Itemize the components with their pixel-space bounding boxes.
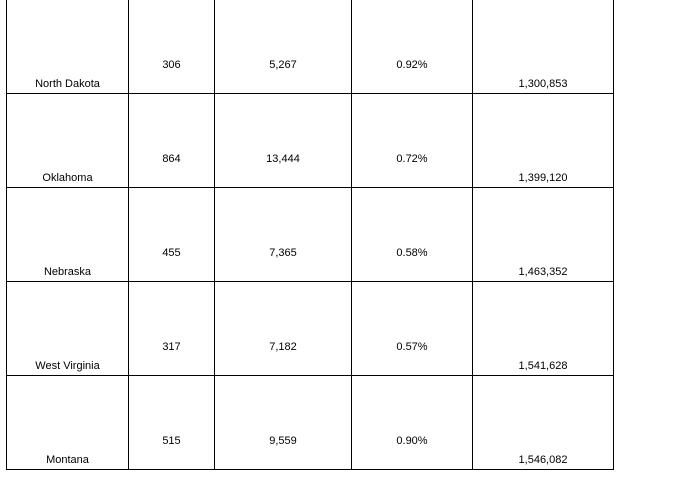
total-cell[interactable] [215, 282, 352, 376]
state-cell[interactable] [7, 94, 129, 188]
state-cell[interactable] [7, 282, 129, 376]
count-cell[interactable] [129, 0, 215, 94]
total-cell[interactable] [215, 188, 352, 282]
count-cell[interactable] [129, 188, 215, 282]
state-name: Oklahoma [42, 172, 93, 184]
state-data-table [6, 0, 614, 470]
percent-value: 0.92% [396, 59, 428, 71]
total-cell[interactable] [215, 376, 352, 470]
population-cell[interactable] [473, 0, 614, 94]
population-cell[interactable] [473, 188, 614, 282]
percent-cell[interactable] [352, 188, 473, 282]
population-value: 1,463,352 [518, 266, 568, 278]
table-row [7, 0, 614, 94]
count-cell[interactable] [129, 282, 215, 376]
total-value: 5,267 [269, 59, 297, 71]
state-name: Montana [46, 454, 89, 466]
state-cell[interactable] [7, 376, 129, 470]
count-value: 515 [162, 435, 181, 447]
count-cell[interactable] [129, 376, 215, 470]
count-cell[interactable] [129, 94, 215, 188]
table-row [7, 376, 614, 470]
table-row [7, 94, 614, 188]
table-row [7, 282, 614, 376]
total-cell[interactable] [215, 0, 352, 94]
percent-cell[interactable] [352, 376, 473, 470]
total-value: 7,182 [269, 341, 297, 353]
table-row [7, 188, 614, 282]
state-cell[interactable] [7, 0, 129, 94]
count-value: 864 [162, 153, 181, 165]
state-cell[interactable] [7, 188, 129, 282]
percent-value: 0.90% [396, 435, 428, 447]
count-value: 306 [162, 59, 181, 71]
total-value: 9,559 [269, 435, 297, 447]
percent-value: 0.72% [396, 153, 428, 165]
state-name: North Dakota [35, 78, 100, 90]
total-value: 13,444 [266, 153, 300, 165]
population-value: 1,300,853 [518, 78, 568, 90]
population-cell[interactable] [473, 376, 614, 470]
spreadsheet-grid [6, 0, 613, 472]
population-value: 1,399,120 [518, 172, 568, 184]
percent-cell[interactable] [352, 0, 473, 94]
state-name: Nebraska [43, 266, 92, 278]
total-value: 7,365 [269, 247, 297, 259]
percent-value: 0.57% [396, 341, 428, 353]
count-value: 455 [162, 247, 181, 259]
total-cell[interactable] [215, 94, 352, 188]
population-cell[interactable] [473, 94, 614, 188]
percent-value: 0.58% [396, 247, 428, 259]
population-value: 1,541,628 [518, 360, 568, 372]
population-value: 1,546,082 [518, 454, 568, 466]
percent-cell[interactable] [352, 282, 473, 376]
percent-cell[interactable] [352, 94, 473, 188]
population-cell[interactable] [473, 282, 614, 376]
state-name: West Virginia [35, 360, 100, 372]
count-value: 317 [162, 341, 181, 353]
